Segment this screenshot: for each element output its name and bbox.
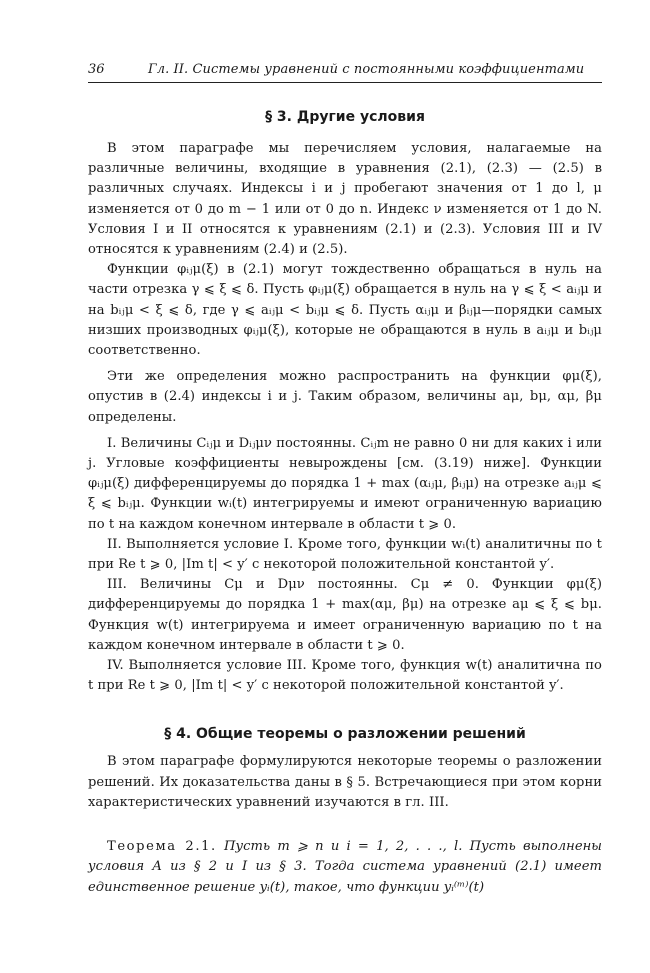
paragraph: В этом параграфе формулируются некоторые теоремы о разложении решений. Их доказательства даны в § 5. Встречающиеся при этом корни характеристических уравнений изучаются в гл. III. <box>88 754 602 810</box>
section-title: § 3. Другие условия <box>265 109 425 125</box>
paragraph: Функции φᵢⱼμ(ξ) в (2.1) могут тождественно обращаться в нуль на части отрезка γ ⩽ ξ ⩽ δ. Пусть φᵢⱼμ(ξ) обращается в нуль на γ ⩽ ξ < aᵢⱼμ и на bᵢⱼμ < ξ ⩽ δ, где γ ⩽ aᵢⱼμ < bᵢⱼμ ⩽ δ. Пусть αᵢⱼμ и βᵢⱼμ—порядки самых низших производных φᵢⱼμ(ξ), которые не обращаются в нуль в aᵢⱼμ и bᵢⱼμ соответственно. <box>88 262 602 359</box>
theorem-label: Теорема 2.1. <box>107 839 217 855</box>
paragraph: I. Величины Cᵢⱼμ и Dᵢⱼμν постоянны. Cᵢⱼm не равно 0 ни для каких i или j. Угловые коэффициенты невырождены [см. (3.19) ниже]. Функции φᵢⱼμ(ξ) дифференцируемы до порядка 1 + max (αᵢⱼμ, βᵢⱼμ) на отрезке aᵢⱼμ ⩽ ξ ⩽ bᵢⱼμ. Функции wᵢ(t) интегрируемы и имеют ограниченную вариацию по t на каждом конечном интервале в области t ⩾ 0. <box>88 435 602 532</box>
theorem-text: Пусть m ⩾ n и i = 1, 2, . . ., l. Пусть выполнены условия A из § 2 и I из § 3. Тогда система уравнений (2.1) имеет единственное решение yᵢ(t), такое, что функции yᵢ⁽ᵐ⁾(t) <box>88 839 603 895</box>
paragraph: III. Величины Cμ и Dμν постоянны. Cμ ≠ 0. Функции φμ(ξ) дифференцируемы до порядка 1 + max(αμ, βμ) на отрезке aμ ⩽ ξ ⩽ bμ. Функция w(t) интегрируема и имеет ограниченную вариацию по t на каждом конечном интервале в области t ⩾ 0. <box>88 577 602 653</box>
section-title: § 4. Общие теоремы о разложении решений <box>164 726 526 743</box>
paragraph: В этом параграфе мы перечисляем условия, налагаемые на различные величины, входящие в уравнения (2.1), (2.3) — (2.5) в различных случаях. Индексы i и j пробегают значения от 1 до l, μ изменяется от 0 до m − 1 или от 0 до n. Индекс ν изменяется от 1 до N. Условия I и II относятся к уравнениям (2.1) и (2.3). Условия III и IV относятся к уравнениям (2.4) и (2.5). <box>88 141 602 258</box>
paragraph: II. Выполняется условие I. Кроме того, функции wᵢ(t) аналитичны по t при Re t ⩾ 0, |Im t| < y′ с некоторой положительной константой y′. <box>88 536 602 573</box>
page-number: 36 <box>88 62 105 77</box>
running-header <box>88 58 602 83</box>
running-title: Гл. II. Системы уравнений с постоянными коэффициентами <box>148 62 585 77</box>
paragraph: IV. Выполняется условие III. Кроме того, функция w(t) аналитична по t при Re t ⩾ 0, |Im t| < y′ с некоторой положительной константой y′. <box>88 658 602 694</box>
book-page <box>88 58 602 898</box>
theorem <box>88 837 602 898</box>
paragraph: Эти же определения можно распространить на функции φμ(ξ), опустив в (2.4) индексы i и j. Таким образом, величины aμ, bμ, αμ, βμ определены. <box>88 369 602 425</box>
